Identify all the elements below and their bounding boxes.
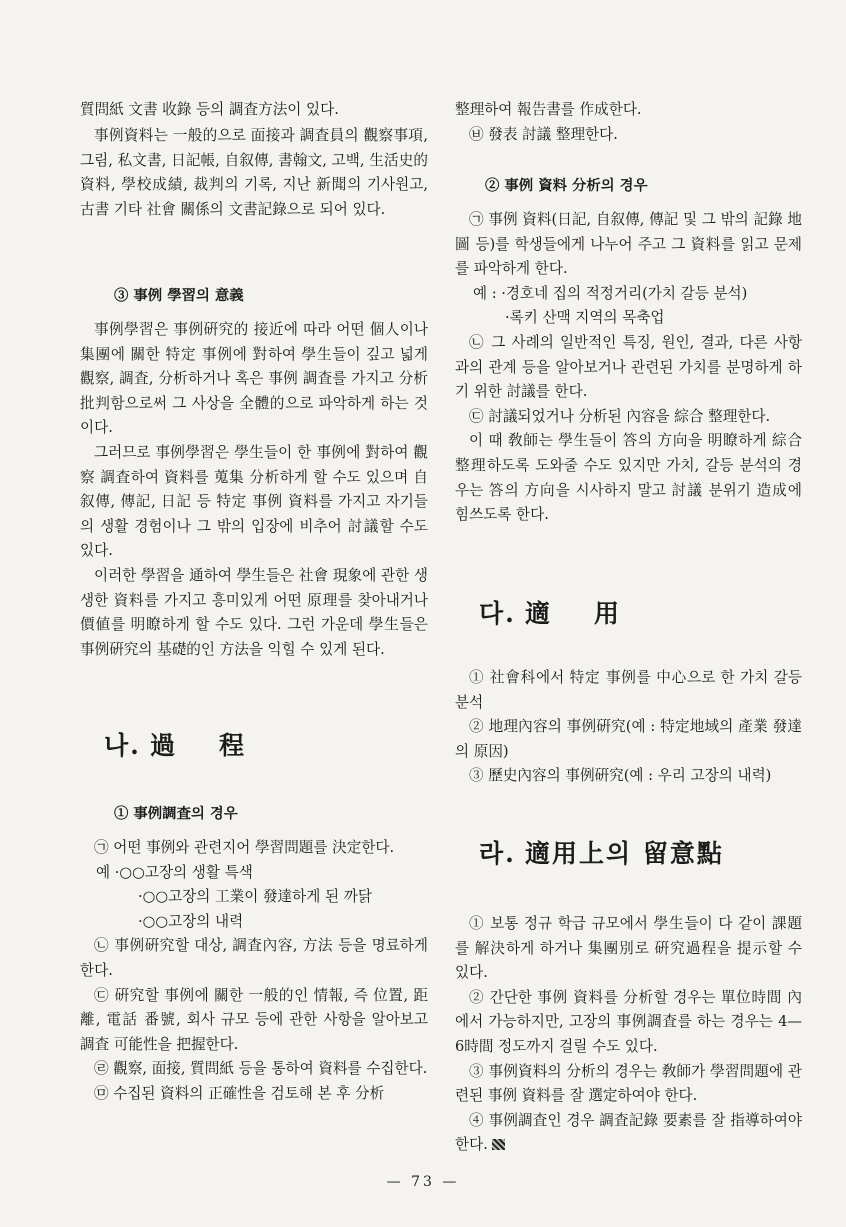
analysis-heading: ② 事例 資料 分析의 경우 <box>485 177 648 194</box>
survey-step-c: ㉢ 硏究할 事例에 關한 一般的인 情報, 즉 位置, 距離, 電話 番號, 회사 규모 등에 관한 사항을 알아보고 調査 可能性을 把握한다. <box>80 986 428 1053</box>
meaning-heading: ③ 事例 學習의 意義 <box>114 287 244 304</box>
meaning-paragraph-2: 그러므로 事例學習은 學生들이 한 事例에 對하여 觀察 調査하여 資料를 蒐集 分析하게 할 수도 있으며 自叙傳, 傳記, 日記 등 特定 事例 資料를 가지고 자기들의 생활 경험이나 그 밖의 입장에 비추어 討議할 수도 있다. <box>80 443 428 560</box>
survey-example-2: ·○○고장의 工業이 發達하게 된 까닭 <box>138 888 372 906</box>
caution-heading-text: 適用上의 留意點 <box>525 839 724 868</box>
apply-section-heading <box>455 598 802 630</box>
analysis-example-2: ·록키 산맥 지역의 목축업 <box>505 309 665 327</box>
survey-step-e-continued: 整理하여 報告書를 作成한다. <box>455 101 642 118</box>
analysis-example-1: 예 : ·경호네 집의 적정거리(가치 갈등 분석) <box>473 284 748 302</box>
process-section-heading <box>80 730 428 762</box>
survey-block <box>80 836 428 1107</box>
apply-heading-char-1: 適 <box>525 599 553 628</box>
process-heading-char-2: 程 <box>219 731 247 760</box>
survey-step-d: ㉣ 觀察, 面接, 質問紙 등을 통하여 資料를 수집한다. <box>94 1060 428 1078</box>
caution-item-1: ① 보통 정규 학급 규모에서 學生들이 다 같이 課題를 解決하게 하거나 集團別로 硏究過程을 提示할 수 있다. <box>455 915 802 982</box>
case-materials-paragraph: 事例資料는 一般的으로 面接과 調査員의 觀察事項, 그림, 私文書, 日記帳, 自叙傳, 書翰文, 고백, 生活史的 資料, 學校成績, 裁判의 기록, 지난 新聞의 기사원고, 古書 기타 社會 關係의 文書記錄으로 되어 있다. <box>80 127 428 218</box>
survey-step-a: ㉠ 어떤 事例와 관련지어 學習問題를 決定한다. <box>94 839 395 856</box>
intro-text-block <box>80 98 428 123</box>
apply-item-2: ② 地理內容의 事例硏究(예 : 特定地域의 產業 發達의 原因) <box>455 718 802 760</box>
analysis-note: 이 때 敎師는 學生들이 答의 方向을 明瞭하게 綜合 整理하도록 도와줄 수도 있지만 가치, 갈등 분석의 경우는 答의 方向을 시사하지 말고 討議 분위기 造成에 힘쓰도록 한다. <box>455 432 802 524</box>
analysis-step-b: ㉡ 그 사례의 일반적인 특징, 원인, 결과, 다른 사항과의 관계 등을 알아보거나 관련된 가치를 분명하게 하기 위한 討議를 한다. <box>455 333 802 401</box>
survey-example-1: 예 ·○○고장의 생활 특색 <box>96 863 253 881</box>
analysis-step-c: ㉢ 討議되었거나 分析된 內容을 綜合 整理한다. <box>469 407 771 425</box>
survey-continuation-block <box>455 98 802 147</box>
survey-step-f: ㉥ 發表 討議 整理한다. <box>469 125 618 143</box>
intro-text: 質問紙 文書 收錄 등의 調査方法이 있다. <box>80 101 339 118</box>
meaning-block <box>80 318 428 662</box>
analysis-block <box>455 208 802 528</box>
survey-step-b: ㉡ 事例硏究할 대상, 調査內容, 方法 등을 명료하게 한다. <box>80 937 428 979</box>
survey-step-e: ㉤ 수집된 資料의 正確性을 검토해 본 후 分析 <box>94 1084 385 1102</box>
apply-item-1: ① 社會科에서 特定 事例를 中心으로 한 가치 갈등 분석 <box>455 669 802 711</box>
caution-section-heading <box>455 838 802 870</box>
page-number: — 73 — <box>386 1174 460 1190</box>
case-materials-block <box>80 124 428 222</box>
process-heading-char-1: 過 <box>150 731 178 760</box>
meaning-paragraph-3: 이러한 學習을 通하여 學生들은 社會 現象에 관한 생생한 資料를 가지고 흥미있게 어떤 原理를 찾아내거나 價値를 明瞭하게 할 수도 있다. 그런 가운데 學生들은 事例硏究의 基礎的인 方法을 익힐 수 있게 된다. <box>80 566 428 658</box>
apply-heading-number: 다. <box>479 599 516 628</box>
survey-example-3: ·○○고장의 내력 <box>138 912 244 930</box>
caution-item-3: ③ 事例資料의 分析의 경우는 敎師가 學習問題에 관련된 事例 資料를 잘 選定하여야 한다. <box>455 1062 802 1105</box>
caution-heading-number: 라. <box>479 839 516 868</box>
meaning-paragraph-1: 事例學習은 事例硏究的 接近에 따라 어떤 個人이나 集團에 關한 特定 事例에 對하여 學生들이 깊고 넓게 觀察, 調査, 分析하거나 혹은 事例 調査를 가지고 分析 批判함으로써 그 사상을 全體的으로 파악하게 하는 것이다. <box>80 321 428 437</box>
caution-item-2: ② 간단한 事例 資料를 分析할 경우는 單位時間 內에서 가능하지만, 고장의 事例調査를 하는 경우는 4—6時間 정도까지 걸릴 수도 있다. <box>455 988 802 1055</box>
caution-item-4: ④ 事例調査인 경우 調査記錄 要素를 잘 指導하여야 한다. <box>455 1111 802 1154</box>
survey-heading: ① 事例調査의 경우 <box>114 805 238 822</box>
hatched-square-icon <box>492 1139 505 1150</box>
analysis-step-a: ㉠ 事例 資料(日記, 自叙傳, 傳記 및 그 밖의 記錄 地圖 등)를 학생들에게 나누어 주고 그 資料를 읽고 문제를 파악하게 한다. <box>455 211 802 278</box>
process-heading-number: 나. <box>104 731 141 760</box>
caution-block <box>455 912 802 1158</box>
apply-item-3: ③ 歷史內容의 事例硏究(예 : 우리 고장의 내력) <box>469 767 772 785</box>
caution-item-4-wrapper <box>455 1109 802 1158</box>
apply-block <box>455 666 802 789</box>
apply-heading-char-2: 用 <box>594 599 622 628</box>
